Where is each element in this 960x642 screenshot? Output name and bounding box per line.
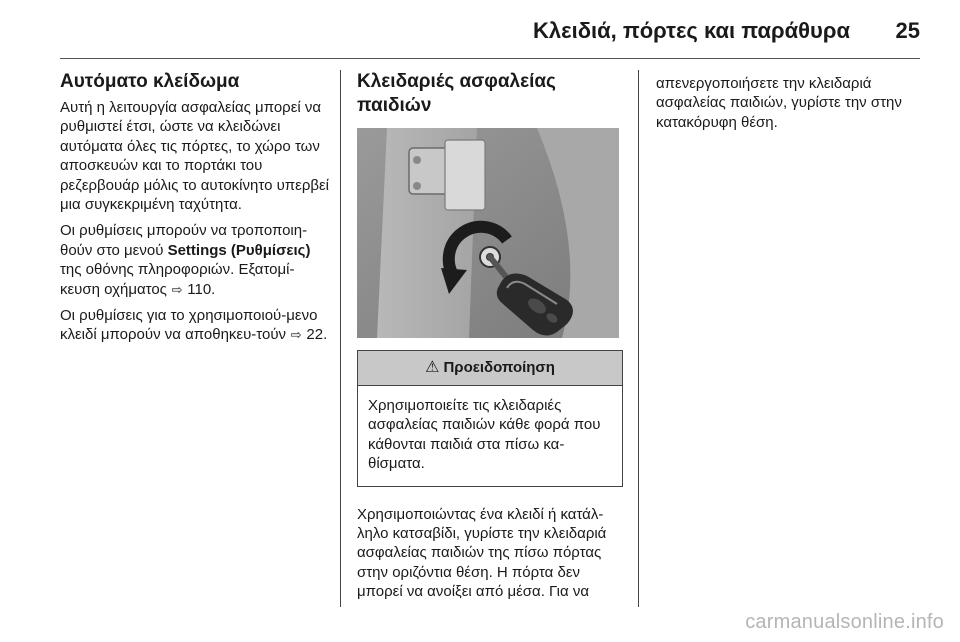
page-reference-icon: ⇨ xyxy=(171,281,183,297)
p2-text-after: της οθόνης πληροφοριών. Εξατομί-κευση οχήματος xyxy=(60,261,295,298)
page-reference-icon: ⇨ xyxy=(290,327,302,343)
auto-lock-paragraph-2 xyxy=(60,221,332,299)
page-header xyxy=(60,16,920,48)
child-lock-illustration-svg xyxy=(357,128,619,338)
page-number: 25 xyxy=(895,18,920,43)
column-divider-2 xyxy=(638,70,639,607)
child-lock-paragraph: Χρησιμοποιώντας ένα κλειδί ή κατάλ-ληλο κατσαβίδι, γυρίστε την κλειδαριά ασφαλείας παιδιών της πίσω πόρτας στην οριζόντια θέση. Η πόρτα δεν μπορεί να ανοίξει από μέσα. Για να xyxy=(357,505,607,601)
section-heading-child-locks: Κλειδαριές ασφαλείας παιδιών xyxy=(357,71,556,116)
p2-text-before: Οι ρυθμίσεις μπορούν να τροποποιη-θούν στο μενού xyxy=(60,222,308,259)
column-2 xyxy=(357,70,625,609)
child-lock-illustration xyxy=(357,128,619,338)
page-reference-22[interactable]: 22. xyxy=(302,326,328,344)
warning-icon: ⚠ xyxy=(425,359,440,377)
column-3 xyxy=(656,74,920,139)
auto-lock-paragraph-1: Αυτή η λειτουργία ασφαλείας μπορεί να ρυθμιστεί έτσι, ώστε να κλειδώνει αυτόματα όλες τις πόρτες, το χώρο των αποσκευών και το πορτάκι του ρεζερβουάρ μόλις το αυτοκίνητο υπερβεί μια συγκεκριμένη ταχύτητα. xyxy=(60,99,329,214)
warning-title: Προειδοποίηση xyxy=(443,359,555,377)
warning-text: Χρησιμοποιείτε τις κλειδαριές ασφαλείας παιδιών κάθε φορά που κάθονται παιδιά στα πίσω κα-θίσματα. xyxy=(368,397,601,473)
settings-menu-label: Settings (Ρυθμίσεις) xyxy=(167,241,311,259)
auto-lock-paragraph-3 xyxy=(60,306,332,345)
page-reference-110[interactable]: 110. xyxy=(183,280,216,298)
warning-box xyxy=(357,350,623,487)
child-lock-paragraph-continued: απενεργοποιήσετε την κλειδαριά ασφαλείας παιδιών, γυρίστε την στην κατακόρυφη θέση. xyxy=(656,75,902,131)
warning-header xyxy=(358,351,622,386)
column-1 xyxy=(60,70,332,352)
header-rule xyxy=(60,58,920,59)
running-title: Κλειδιά, πόρτες και παράθυρα xyxy=(533,18,850,43)
watermark: carmanualsonline.info xyxy=(745,611,944,633)
section-heading-auto-lock: Αυτόματο κλείδωμα xyxy=(60,71,240,92)
column-divider-1 xyxy=(340,70,341,607)
p3-text-before: Οι ρυθμίσεις για το χρησιμοποιού-μενο κλειδί μπορούν να αποθηκευ-τούν xyxy=(60,307,318,344)
